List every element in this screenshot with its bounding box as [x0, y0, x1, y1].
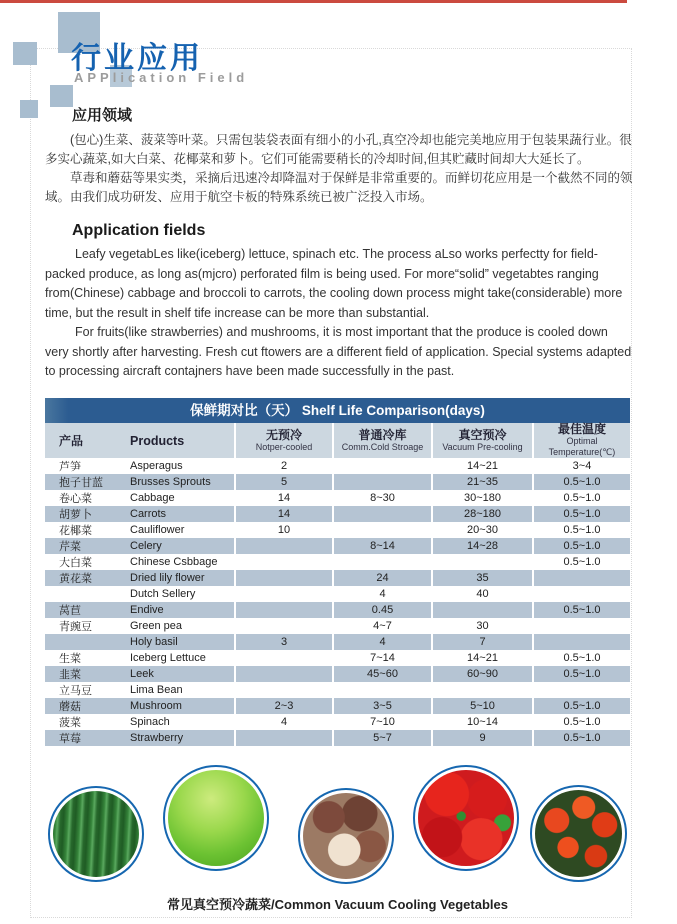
table-cell: 24 [333, 570, 432, 586]
table-cell [432, 682, 533, 698]
mushrooms-photo [303, 793, 389, 879]
asparagus-photo [53, 791, 139, 877]
lettuce-photo [168, 770, 264, 866]
strawberries-photo [418, 770, 514, 866]
table-cell: 14 [235, 490, 333, 506]
column-header-en: Comm.Cold Stroage [341, 441, 424, 452]
table-cell [432, 602, 533, 618]
table-cell: Chinese Csbbage [130, 556, 218, 568]
table-cell [235, 570, 333, 586]
decor-square [13, 42, 37, 65]
table-cell: 草莓 [45, 730, 120, 746]
table-row [45, 522, 630, 538]
table-cell: 2 [235, 458, 333, 474]
table-cell: 60~90 [432, 666, 533, 682]
gallery-image-lettuce [163, 765, 269, 871]
section-application-fields-en [45, 222, 633, 382]
table-row [45, 554, 630, 570]
table-cell: Green pea [130, 620, 182, 632]
table-cell [235, 554, 333, 570]
table-cell: 28~180 [432, 506, 533, 522]
table-cell: 4 [235, 714, 333, 730]
table-cell: 抱子甘蓝 [45, 474, 120, 490]
table-row [45, 506, 630, 522]
table-row [45, 650, 630, 666]
table-cell: 0.5~1.0 [533, 666, 630, 682]
column-header-en: Notper-cooled [255, 441, 313, 452]
column-header-en: Optimal Temperature(℃) [548, 436, 616, 457]
table-cell: Leek [120, 666, 235, 682]
table-cell: 8~14 [333, 538, 432, 554]
table-cell: 14 [235, 506, 333, 522]
column-header-en: Vacuum Pre-cooling [442, 441, 523, 452]
table-cell [235, 650, 333, 666]
table-cell: 30 [432, 618, 533, 634]
table-cell: 7~14 [333, 650, 432, 666]
column-header-cn: 普通冷库 [358, 427, 407, 442]
section-heading-en: Application fields [72, 222, 206, 239]
table-cell: 0.5~1.0 [533, 554, 630, 570]
table-cell [235, 602, 333, 618]
table-cell: 生菜 [59, 653, 81, 665]
table-cell: 14~21 [432, 458, 533, 474]
table-cell: 30~180 [432, 490, 533, 506]
top-red-line [0, 0, 627, 3]
table-cell: 芹菜 [45, 538, 120, 554]
gallery-image-tulips [530, 785, 627, 882]
table-cell: 14~28 [432, 538, 533, 554]
gallery-image-strawberries [413, 765, 519, 871]
shelf-life-table [45, 398, 630, 746]
section-heading-cn: 应用领域 [72, 107, 133, 124]
table-cell: 3 [235, 634, 333, 650]
table-cell: 花椰菜 [59, 525, 92, 537]
table-cell: 0.5~1.0 [533, 714, 630, 730]
table-row [45, 490, 630, 506]
table-cell: 0.5~1.0 [533, 490, 630, 506]
table-cell: 5~7 [333, 730, 432, 746]
table-cell: 7 [432, 634, 533, 650]
table-cell: 10~14 [432, 714, 533, 730]
table-cell: 0.5~1.0 [533, 506, 630, 522]
table-cell: Iceberg Lettuce [130, 652, 206, 664]
table-cell: 3~5 [333, 698, 432, 714]
table-cell: 2~3 [235, 698, 333, 714]
section-application-areas-cn [45, 104, 633, 207]
paragraph-cn-1: (包心)生菜、菠菜等叶菜。只需包装袋表面有细小的小孔,真空冷却也能完美地应用于包装果蔬行业。很多实心蔬菜,如大白菜、花椰菜和萝卜。它们可能需要稍长的冷却时间,但其贮藏时间却大大延长了。 [45, 133, 632, 166]
table-cell: 胡萝卜 [45, 506, 120, 522]
table-cell: 7~10 [333, 714, 432, 730]
paragraph-en-1: Leafy vegetabLes like(iceberg) lettuce, spinach etc. The process aLso works perfectty for field-packed produce, as long as(mjcro) perforated film is being used. For more“solid” vegetabtes ranging from(Chinese) cabbage and broccoli to carrots, the cooling down process might take(considerable) more time, but the result in shelf tife increase can be more than substantial. [45, 247, 623, 320]
table-cell: 4 [333, 586, 432, 602]
table-cell: 蘑菇 [45, 698, 120, 714]
table-row [45, 570, 630, 586]
column-header-optimal-temperature [533, 423, 630, 458]
table-cell: 芦笋 [59, 461, 81, 473]
table-cell: 0.45 [333, 602, 432, 618]
table-cell [533, 570, 630, 586]
table-cell [533, 682, 630, 698]
column-header-cn: 最佳温度 [557, 422, 606, 436]
table-cell: 21~35 [432, 474, 533, 490]
table-cell [45, 586, 120, 602]
table-cell: Brusses Sprouts [120, 474, 235, 490]
table-row [45, 474, 630, 490]
table-cell: Spinach [130, 716, 170, 728]
table-cell: 5~10 [432, 698, 533, 714]
gallery-image-mushrooms [298, 788, 394, 884]
table-cell: 0.5~1.0 [533, 730, 630, 746]
column-header-cn: 无预冷 [265, 427, 302, 442]
gallery-caption: 常见真空预冷蔬菜/Common Vacuum Cooling Vegetables [167, 897, 508, 912]
table-cell: Cabbage [130, 492, 175, 504]
table-cell: 45~60 [333, 666, 432, 682]
table-cell: 0.5~1.0 [533, 538, 630, 554]
table-cell [235, 730, 333, 746]
table-cell: 立马豆 [59, 685, 92, 697]
table-cell [333, 682, 432, 698]
table-cell: Mushroom [120, 698, 235, 714]
column-header-cn: 真空预冷 [458, 427, 507, 442]
table-cell: 菠菜 [59, 717, 81, 729]
table-cell: 20~30 [432, 522, 533, 538]
page-title: 行业应用 [71, 42, 203, 75]
table-cell: Cauliflower [130, 524, 185, 536]
table-cell [235, 586, 333, 602]
column-header-product-cn: 产品 [45, 423, 120, 458]
table-cell [235, 538, 333, 554]
table-cell: Celery [120, 538, 235, 554]
table-cell [235, 618, 333, 634]
table-cell: Dutch Sellery [130, 588, 196, 600]
table-row [45, 634, 630, 650]
table-cell: 10 [235, 522, 333, 538]
table-row [45, 666, 630, 682]
table-cell: 0.5~1.0 [533, 474, 630, 490]
table-cell [333, 554, 432, 570]
table-cell: Carrots [120, 506, 235, 522]
table-cell [333, 522, 432, 538]
table-cell [533, 634, 630, 650]
table-cell: 卷心菜 [59, 493, 92, 505]
table-row [45, 730, 630, 746]
table-title: 保鲜期对比（天） Shelf Life Comparison(days) [45, 398, 630, 423]
paragraph-cn-2: 草毒和蘑菇等果实类，采摘后迅速冷却降温对于保鲜是非常重要的。而鲜切花应用是一个截然不同的领域。由我们成功研发、应用于航空卡板的特殊系统已被广泛投入市场。 [45, 171, 633, 204]
paragraph-en-2: For fruits(like strawberries) and mushrooms, it is most important that the produce is cooled down very shortly after harvesting. Fresh cut ftowers are a different field of application. Special systems adapted to processing aircraft contajners have been made successfully in the past. [45, 325, 632, 378]
decor-square [20, 100, 38, 118]
table-row [45, 618, 630, 634]
table-cell: 14~21 [432, 650, 533, 666]
table-cell: 0.5~1.0 [533, 698, 630, 714]
column-header-not-precooled [235, 423, 333, 458]
table-cell: Strawberry [120, 730, 235, 746]
table-cell [45, 634, 120, 650]
table-cell [333, 506, 432, 522]
column-header-vacuum-precooling [432, 423, 533, 458]
table-cell: 5 [235, 474, 333, 490]
table-cell: Lima Bean [130, 684, 183, 696]
table-cell: 大白菜 [59, 557, 92, 569]
table-cell: 0.5~1.0 [533, 650, 630, 666]
table-cell [235, 666, 333, 682]
table-cell: Dried lily flower [120, 570, 235, 586]
table-row [45, 698, 630, 714]
table-cell: 4~7 [333, 618, 432, 634]
table-cell: 0.5~1.0 [533, 522, 630, 538]
table-row [45, 682, 630, 698]
table-cell [533, 618, 630, 634]
gallery-image-asparagus [48, 786, 144, 882]
table-body [45, 458, 630, 746]
table-cell: 0.5~1.0 [533, 602, 630, 618]
table-row [45, 602, 630, 618]
tulips-photo [535, 790, 622, 877]
table-cell: 35 [432, 570, 533, 586]
table-header-row [45, 423, 630, 458]
table-cell: Endive [120, 602, 235, 618]
table-row [45, 458, 630, 474]
table-cell [432, 554, 533, 570]
table-header [45, 423, 630, 458]
table-cell: 青豌豆 [59, 621, 92, 633]
table-row [45, 538, 630, 554]
column-header-cold-storage [333, 423, 432, 458]
table-cell: 4 [333, 634, 432, 650]
table-cell: 8~30 [333, 490, 432, 506]
table-cell [333, 458, 432, 474]
table-cell [533, 586, 630, 602]
table-cell: Asperagus [130, 460, 183, 472]
table-cell [235, 682, 333, 698]
table-cell: 9 [432, 730, 533, 746]
column-header-product-en: Products [120, 423, 235, 458]
table-row [45, 714, 630, 730]
table-row [45, 586, 630, 602]
table-cell: 莴苣 [45, 602, 120, 618]
table-cell: 黄花菜 [45, 570, 120, 586]
table-cell: 韭菜 [45, 666, 120, 682]
table-cell: 40 [432, 586, 533, 602]
page-subtitle: APPlication Field [74, 70, 249, 85]
table-cell: Holy basil [120, 634, 235, 650]
table-cell: 3~4 [533, 458, 630, 474]
table-cell [333, 474, 432, 490]
shelf-life-comparison-table [45, 423, 630, 746]
